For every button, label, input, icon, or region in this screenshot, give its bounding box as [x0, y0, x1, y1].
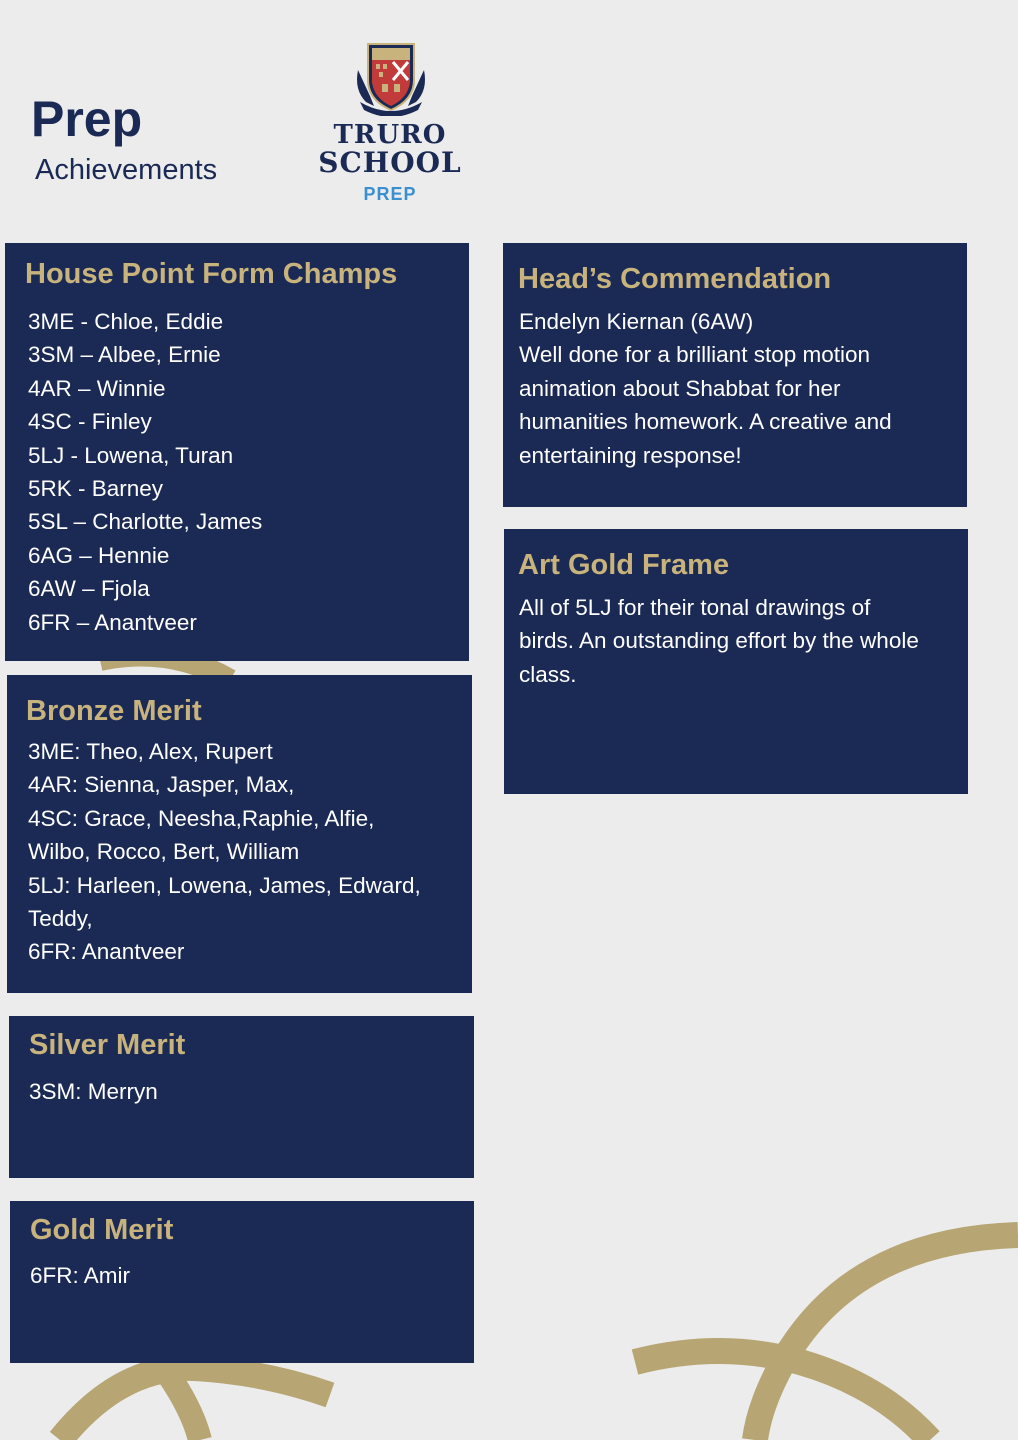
art-gold-frame-heading: Art Gold Frame	[518, 549, 730, 581]
silver-merit-heading: Silver Merit	[29, 1029, 186, 1061]
logo-text-school: SCHOOL	[318, 146, 462, 179]
text-line: All of 5LJ for their tonal drawings of	[519, 595, 871, 620]
arc-bottom-right-small	[635, 1351, 930, 1440]
heads-commendation-text	[519, 305, 892, 472]
heads-commendation-card	[503, 243, 967, 507]
heads-commendation-heading: Head’s Commendation	[518, 263, 832, 295]
house-points-card	[5, 243, 469, 661]
house-points-heading: House Point Form Champs	[25, 258, 398, 290]
list-item: 6AG – Hennie	[28, 542, 170, 568]
list-item: 5SL – Charlotte, James	[28, 509, 263, 535]
text-line: humanities homework. A creative and	[519, 409, 892, 435]
text-line: birds. An outstanding effort by the whole	[519, 628, 919, 654]
list-item: 6FR – Anantveer	[28, 609, 197, 635]
list-item: Teddy,	[28, 906, 93, 932]
art-gold-frame-text	[519, 591, 919, 691]
page-subtitle: Achievements	[35, 154, 218, 186]
list-item: 5RK - Barney	[28, 476, 164, 502]
text-line: animation about Shabbat for her	[519, 375, 841, 401]
arc-bottom-left-inner	[150, 1350, 200, 1440]
list-item: 6AW – Fjola	[28, 576, 150, 602]
list-item: 5LJ - Lowena, Turan	[28, 442, 234, 468]
bronze-merit-heading: Bronze Merit	[26, 695, 202, 727]
school-crest-icon	[352, 40, 430, 116]
text-line: class.	[519, 661, 577, 687]
list-item: 3ME - Chloe, Eddie	[28, 309, 224, 334]
list-item: Wilbo, Rocco, Bert, William	[28, 839, 300, 865]
list-item: 3SM – Albee, Ernie	[28, 342, 221, 368]
arc-bottom-left	[60, 1368, 330, 1440]
art-gold-frame-card	[504, 529, 968, 794]
bronze-merit-card	[7, 675, 472, 993]
page-title: Prep	[31, 91, 143, 147]
list-item: 4SC: Grace, Neesha,Raphie, Alfie,	[28, 805, 375, 831]
arc-bottom-right-large	[755, 1235, 1018, 1440]
text-line: Endelyn Kiernan (6AW)	[519, 309, 754, 334]
silver-merit-list	[29, 1075, 158, 1108]
list-item: 4AR – Winnie	[28, 375, 166, 401]
house-points-list	[28, 305, 262, 639]
list-item: 6FR: Amir	[30, 1263, 131, 1288]
bronze-merit-list	[28, 735, 421, 969]
logo-text-prep: PREP	[363, 184, 417, 204]
list-item: 4SC - Finley	[28, 409, 152, 435]
text-line: Well done for a brilliant stop motion	[519, 342, 871, 368]
gold-merit-list	[30, 1259, 130, 1292]
list-item: 4AR: Sienna, Jasper, Max,	[28, 772, 295, 798]
logo-text-truro: TRURO	[333, 120, 447, 150]
list-item: 6FR: Anantveer	[28, 939, 185, 965]
silver-merit-card	[9, 1016, 474, 1178]
gold-merit-card	[10, 1201, 474, 1363]
text-line: entertaining response!	[519, 442, 742, 468]
list-item: 5LJ: Harleen, Lowena, James, Edward,	[28, 872, 421, 898]
gold-merit-heading: Gold Merit	[30, 1214, 174, 1246]
list-item: 3SM: Merryn	[29, 1079, 158, 1104]
list-item: 3ME: Theo, Alex, Rupert	[28, 739, 273, 764]
